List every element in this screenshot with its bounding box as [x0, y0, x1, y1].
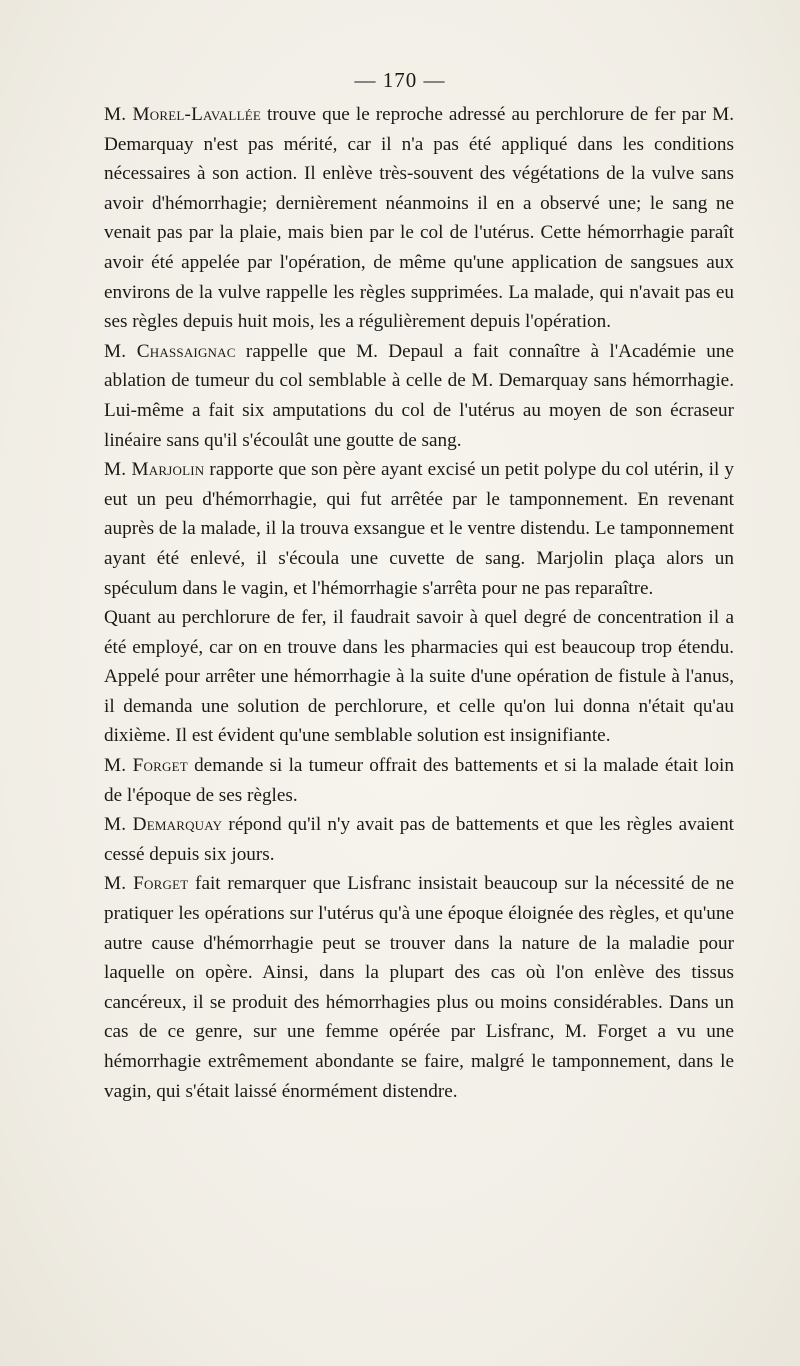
speaker-name: M. Morel-Lavallée [104, 104, 261, 125]
paragraph-morel-lavallee [104, 100, 734, 337]
paragraph-chassaignac [104, 337, 734, 455]
speaker-name: M. Marjolin [104, 459, 205, 481]
paragraph-marjolin [104, 455, 734, 603]
paragraph-text: rappelle que M. Depaul a fait connaître à l'Académie une ablation de tumeur du col semblable à celle de M. Demarquay sans hémorrhagie. Lui-même a fait six amputations du col de l'utérus au moyen de son écraseur linéaire sans qu'il s'écoulât une goutte de sang. [104, 340, 734, 451]
paragraph-text: rapporte que son père ayant excisé un petit polype du col utérin, il y eut un peu d'hémorrhagie, qui fut arrêtée par le tamponnement. En revenant auprès de la malade, il la trouva exsangue et le ventre distendu. Le tamponnement ayant été enlevé, il s'écoula une cuvette de sang. Marjolin plaça alors un spéculum dans le vagin, et l'hémorrhagie s'arrêta pour ne pas reparaître. [104, 459, 734, 599]
speaker-name: M. Forget [104, 755, 188, 777]
page-number: — 170 — [354, 68, 446, 92]
speaker-name: M. Demarquay [104, 814, 223, 836]
paragraph-perchlorure [104, 603, 734, 751]
paragraph-text: trouve que le reproche adressé au perchlorure de fer par M. Demarquay n'est pas mérité, car il n'a pas été appliqué dans les conditions nécessaires à son action. Il enlève très-souvent des végétations de la vulve sans avoir d'hémorrhagie; dernièrement néanmoins il en a observé une; le sang ne venait pas par la plaie, mais bien par le col de l'utérus. Cette hémorrhagie paraît avoir été appelée par l'opération, de même qu'une application de sangsues aux environs de la vulve rappelle les règles supprimées. La malade, qui n'avait pas eu ses règles depuis huit mois, les a régulièrement depuis l'opération. [104, 104, 734, 333]
body-text [104, 100, 734, 1106]
paragraph-text: fait remarquer que Lisfranc insistait beaucoup sur la nécessité de ne pratiquer les opérations sur l'utérus qu'à une époque éloignée des règles, et qu'une autre cause d'hémorrhagie peut se trouver dans la nature de la maladie pour laquelle on opère. Ainsi, dans la plupart des cas où l'on enlève des tissus cancéreux, il se produit des hémorrhagies plus ou moins considérables. Dans un cas de ce genre, sur une femme opérée par Lisfranc, M. Forget a vu une hémorrhagie extrêmement abondante se faire, malgré le tamponnement, dans le vagin, qui s'était laissé énormément distendre. [104, 873, 734, 1102]
paragraph-forget-remark [104, 869, 734, 1106]
speaker-name: M. Chassaignac [104, 340, 236, 362]
speaker-name: M. Forget [104, 873, 189, 895]
paragraph-text: Quant au perchlorure de fer, il faudrait savoir à quel degré de concentration il a été employé, car on en trouve dans les pharmacies qui est beaucoup trop étendu. Appelé pour arrêter une hémorrhagie à la suite d'une opération de fistule à l'anus, il demanda une solution de perchlorure, et celle qu'on lui donna n'était qu'au dixième. Il est évident qu'une semblable solution est insignifiante. [104, 607, 734, 747]
paragraph-text: demande si la tumeur offrait des battements et si la malade était loin de l'époque de ses règles. [104, 755, 734, 806]
paragraph-forget-question [104, 751, 734, 810]
paragraph-demarquay-reply [104, 810, 734, 869]
paragraph-text: répond qu'il n'y avait pas de battements et que les règles avaient cessé depuis six jours. [104, 814, 734, 865]
